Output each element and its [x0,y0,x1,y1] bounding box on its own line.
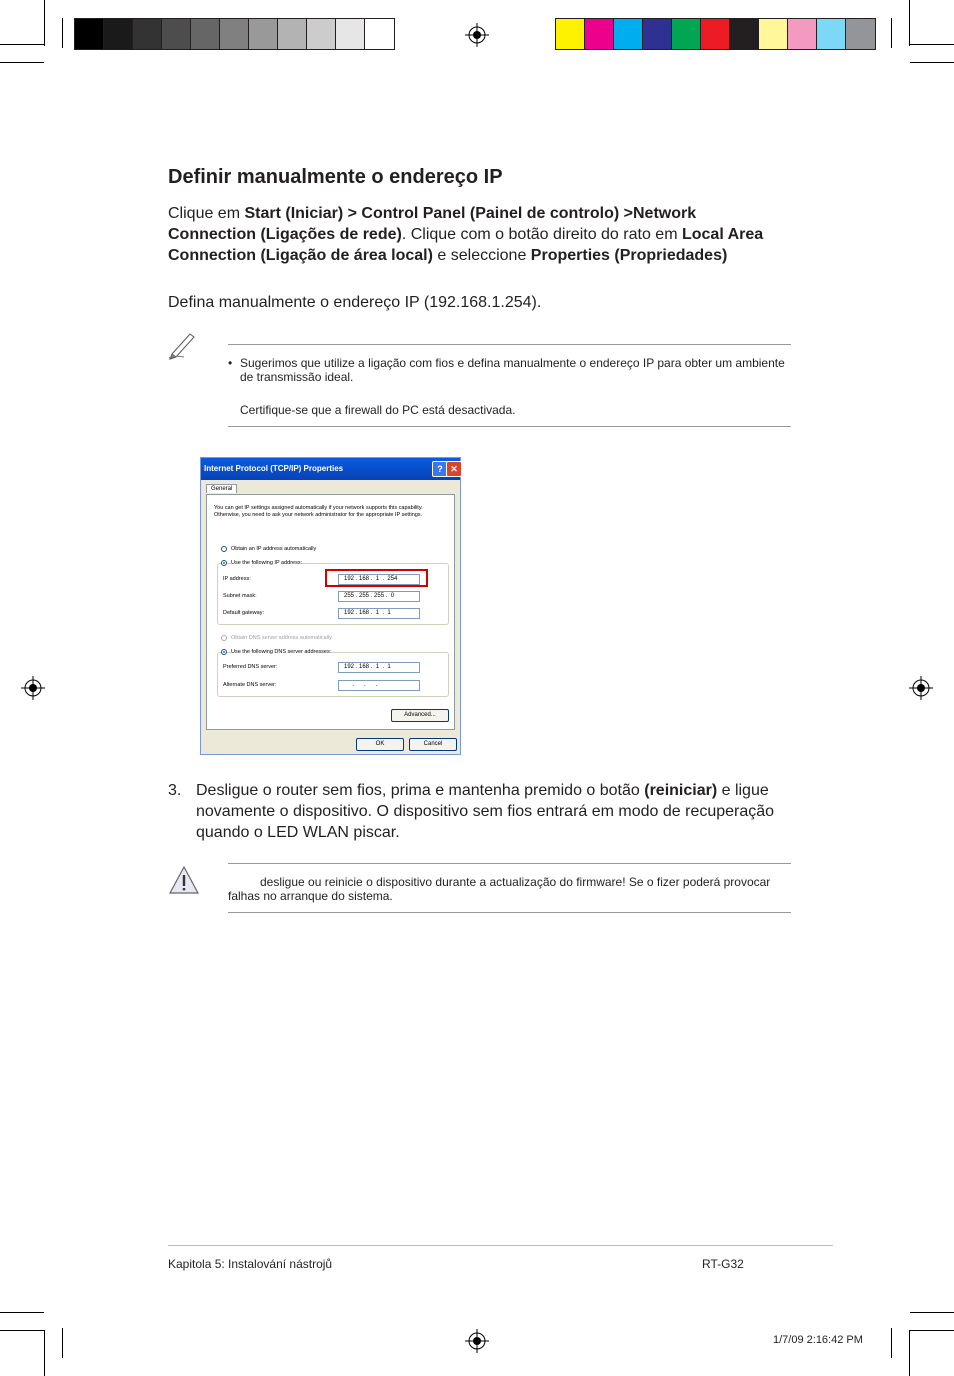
crop-mark [910,1312,954,1313]
warning-bottom-rule [228,912,791,913]
connection-name: Local Area Connection (Ligação de área local) [168,226,764,264]
note-bottom-rule [228,426,791,427]
obtain-ip-auto-label: Obtain an IP address automatically [231,546,317,552]
crop-mark [909,1330,910,1376]
crop-mark [910,1330,954,1331]
color-swatch [220,19,249,49]
ip-highlight-box [325,569,428,587]
color-swatch [278,19,307,49]
crop-mark [62,18,63,48]
color-swatch [336,19,365,49]
color-swatch [730,19,759,49]
close-button[interactable]: ✕ [446,461,462,477]
text-run: Clique em [168,205,245,222]
color-swatch [133,19,162,49]
crop-mark [0,1312,44,1313]
registration-mark-icon [465,1329,489,1353]
use-following-ip-radio[interactable] [221,560,227,566]
use-following-dns-radio[interactable] [221,649,227,655]
ok-button[interactable]: OK [356,738,404,751]
color-swatch [365,19,394,49]
crop-mark [0,62,44,63]
cancel-button[interactable]: Cancel [409,738,457,751]
color-swatch [307,19,336,49]
tcpip-properties-dialog [200,457,461,755]
text-run: Desligue o router sem fios, prima e mantenha premido o botão [196,782,645,799]
color-swatch [556,19,585,49]
crop-mark [0,1330,44,1331]
dialog-title: Internet Protocol (TCP/IP) Properties [204,464,344,473]
crop-mark [0,44,44,45]
warning-text: desligue ou reinicie o dispositivo durante a actualização do firmware! Se o fizer poderá provocar falhas no arranque do sistema. [228,875,771,903]
dialog-title-bar [201,458,460,480]
alternate-dns-label: Alternate DNS server: [223,682,277,688]
note-text-1: Sugerimos que utilize a ligação com fios e defina manualmente o endereço IP para obter um ambiente de transmissão ideal. [240,356,785,384]
footer-model: RT-G32 [702,1257,744,1271]
color-swatch [817,19,846,49]
step3-text [196,780,786,843]
color-calibration-bar [555,18,876,50]
crop-mark [891,1328,892,1358]
tab-general[interactable]: General [206,484,237,493]
preferred-dns-field[interactable]: 192 . 168 . 1 . 1 [338,662,420,673]
note-text-2: Certifique-se que a firewall do PC está desactivada. [240,403,516,417]
note-top-rule [228,344,791,345]
crop-mark [62,1328,63,1358]
crop-mark [44,1330,45,1376]
warning-triangle-icon [168,865,200,895]
color-swatch [75,19,104,49]
color-swatch [249,19,278,49]
pencil-note-icon [166,328,198,360]
alternate-dns-field[interactable]: . . . [338,680,420,691]
subnet-mask-label: Subnet mask: [223,593,257,599]
color-swatch [788,19,817,49]
registration-mark-icon [21,676,45,700]
ip-address-field[interactable]: 192 . 168 . 1 . 254 [338,574,420,585]
color-swatch [759,19,788,49]
color-swatch [585,19,614,49]
obtain-dns-auto-radio[interactable] [221,635,227,641]
obtain-ip-auto-radio[interactable] [221,546,227,552]
help-button[interactable]: ? [432,461,448,477]
use-following-dns-label: Use the following DNS server addresses: [231,649,332,655]
subnet-mask-field[interactable]: 255 . 255 . 255 . 0 [338,591,420,602]
advanced-button[interactable]: Advanced... [391,709,449,722]
color-swatch [672,19,701,49]
color-swatch [614,19,643,49]
default-gateway-field[interactable]: 192 . 168 . 1 . 1 [338,608,420,619]
step-number: 3. [168,782,182,799]
ip-address-label: IP address: [223,576,251,582]
obtain-dns-auto-label: Obtain DNS server address automatically [231,635,332,641]
crop-mark [44,0,45,46]
color-swatch [643,19,672,49]
note-bullet: • [228,356,233,370]
registration-mark-icon [465,23,489,47]
color-swatch [191,19,220,49]
intro-text: You can get IP settings assigned automatically if your network supports this capability. Otherwise, you need to ask your network administrator for the appropriate IP settings. [214,505,423,518]
footer-rule [168,1245,833,1246]
preferred-dns-label: Preferred DNS server: [223,664,278,670]
warning-top-rule [228,863,791,864]
text-run: e seleccione [432,247,531,264]
properties-label: Properties (Propriedades) [530,247,728,264]
color-swatch [162,19,191,49]
text-run: . Clique com o botão direito do rato em [401,226,682,243]
manual-ip-instruction: Defina manualmente o endereço IP (192.168.1.254). [168,294,542,311]
section-heading: Definir manualmente o endereço IP [168,166,503,188]
crop-mark [891,18,892,48]
crop-mark [909,0,910,46]
color-swatch [701,19,730,49]
color-swatch [104,19,133,49]
registration-mark-icon [909,676,933,700]
gray-calibration-bar [74,18,395,50]
menu-path: Start (Iniciar) > Control Panel (Painel de controlo) >Network Connection (Ligações de rede) [168,205,697,243]
color-swatch [846,19,875,49]
default-gateway-label: Default gateway: [223,610,264,616]
crop-mark [910,62,954,63]
print-timestamp: 1/7/09 2:16:42 PM [773,1334,863,1346]
footer-chapter: Kapitola 5: Instalování nástrojů [168,1257,333,1271]
reset-button-label: (reiniciar) [644,782,718,799]
crop-mark [910,44,954,45]
general-panel [206,494,455,730]
use-following-ip-label: Use the following IP address: [231,560,303,566]
instruction-paragraph [168,203,768,266]
text-run: e ligue novamente o dispositivo. O dispositivo sem fios entrará em modo de recuperação quando o LED WLAN piscar. [196,782,775,841]
